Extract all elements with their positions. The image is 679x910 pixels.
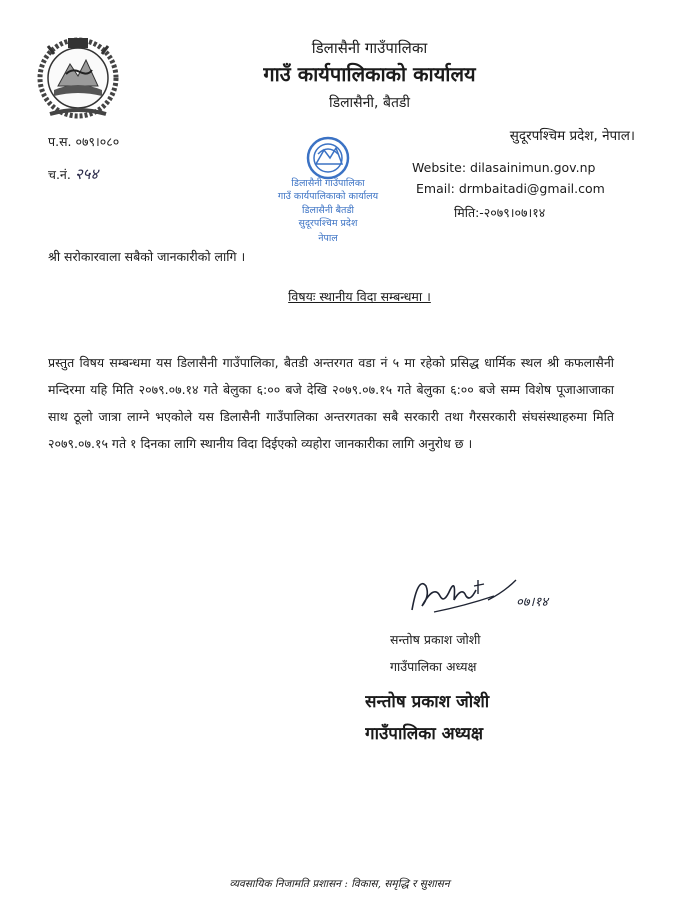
dispatch-number xyxy=(48,164,98,184)
dispatch-value: २५४ xyxy=(74,165,99,183)
seal-name: सन्तोष प्रकाश जोशी xyxy=(365,692,490,712)
stamp-line-1: डिलासैनी गाउँपालिका xyxy=(291,178,365,189)
addressee: श्री सरोकारवाला सबैको जानकारीको लागि । xyxy=(48,249,246,264)
letter-body: प्रस्तुत विषय सम्बन्धमा यस डिलासैनी गाउँपालिका, बैतडी अन्तरगत वडा नं ५ मा रहेको प्रसिद्ध धार्मिक स्थल श्री कफलासैनी मन्दिरमा यहि मिति २०७९.०७.१४ गते बेलुका ६:०० बजे देखि २०७९.०७.१५ गते बेलुका ६:०० बजे सम्म विशेष पूजाआजाका साथ ठूलो जात्रा लाग्ने भएकोले यस डिलासैनी गाउँपालिका अन्तरगतका सबै सरकारी तथा गैरसरकारी संघसंस्थाहरुमा मिति २०७९.०७.१५ गते १ दिनका लागि स्थानीय विदा दिईएको व्यहोरा जानकारीका लागि अनुरोध छ । xyxy=(48,355,614,451)
signature-date: ०७।१४ xyxy=(516,595,548,610)
stamp-line-2: गाउँ कार्यपालिकाको कार्यालय xyxy=(277,191,379,202)
stamp-line-4: सुदूरपश्चिम प्रदेश xyxy=(298,218,358,229)
province-line: सुदूरपश्चिम प्रदेश, नेपाल। xyxy=(509,128,635,144)
subject-text: विषयः स्थानीय विदा सम्बन्धमा । xyxy=(288,289,431,304)
office-name: डिलासैनी गाउँपालिका xyxy=(311,39,428,57)
office-title: गाउँ कार्यपालिकाको कार्यालय xyxy=(263,62,476,86)
letter-ref-number: प.स. ०७९।०८० xyxy=(48,134,120,149)
email-line: Email: drmbaitadi@gmail.com xyxy=(416,181,605,196)
footer-motto: व्यवसायिक निजामति प्रशासन : विकास, समृद्धि र सुशासन xyxy=(229,878,450,890)
letter-date: मिति:-२०७९।०७।१४ xyxy=(454,205,546,220)
handwritten-signature-icon xyxy=(404,566,564,620)
name-seal xyxy=(365,686,535,750)
website-line: Website: dilasainimun.gov.np xyxy=(412,160,596,175)
signatory-title: गाउँपालिका अध्यक्ष xyxy=(390,659,477,674)
dispatch-label: च.नं. xyxy=(48,167,71,182)
subject-line xyxy=(0,288,679,305)
stamp-line-5: नेपाल xyxy=(318,233,338,244)
office-location: डिलासैनी, बैतडी xyxy=(328,95,411,111)
seal-title: गाउँपालिका अध्यक्ष xyxy=(365,724,484,744)
stamp-line-3: डिलासैनी बैतडी xyxy=(301,205,354,216)
signatory-name: सन्तोष प्रकाश जोशी xyxy=(390,632,481,647)
